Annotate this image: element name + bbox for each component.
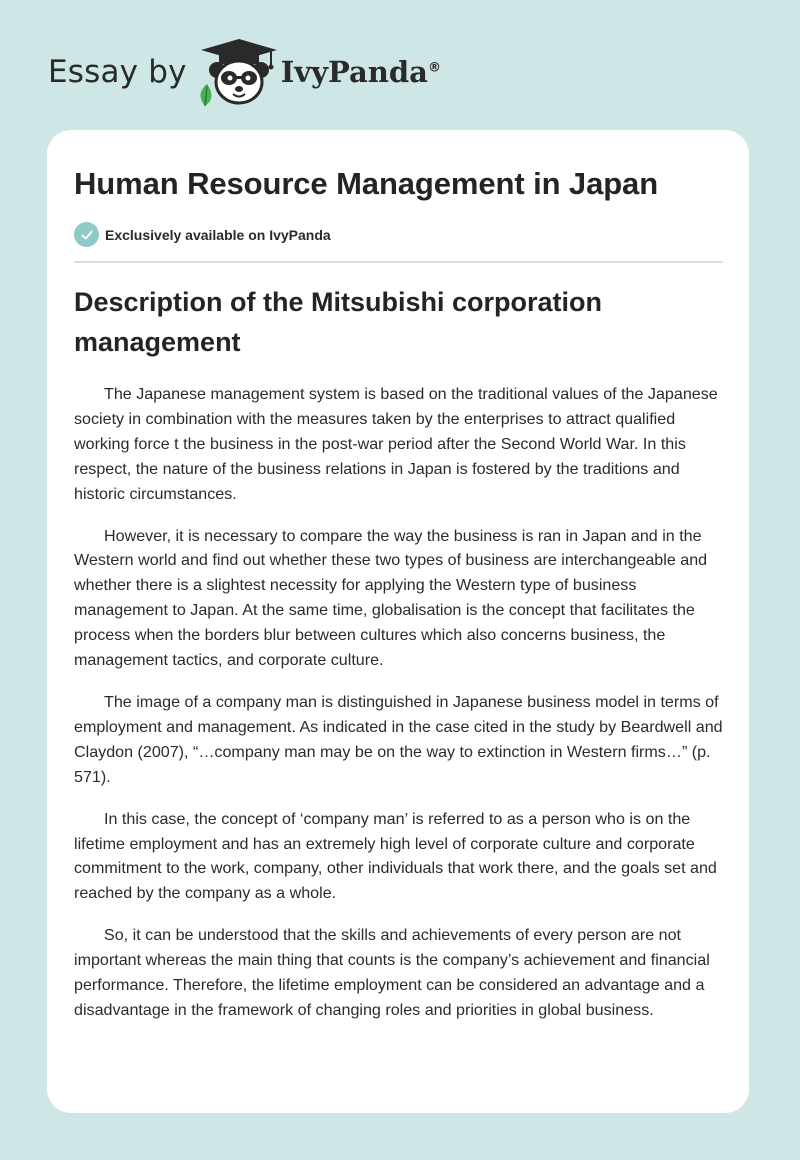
paragraph: In this case, the concept of ‘company man’ is referred to as a person who is on the lifetime employment and has an extremely high level of corporate culture and corporate commitment to the work, company, other individuals that work there, and the goals set and reached by the company as a whole. xyxy=(74,809,717,903)
panda-graduate-icon[interactable] xyxy=(191,36,287,108)
article-card xyxy=(47,130,749,1113)
paragraph: So, it can be understood that the skills and achievements of every person are not important whereas the main thing that counts is the company’s achievement and financial performance. Therefore, the lifetime employment can be considered an advantage and a disadvantage in the framework of changing roles and priorities in global business. xyxy=(74,926,710,1019)
paragraph: The image of a company man is distinguished in Japanese business model in terms of employment and management. As indicated in the case cited in the study by Beardwell and Claydon (2007), “…company man may be on the way to extinction in Western firms…” (p. 571). xyxy=(74,692,723,786)
site-header xyxy=(48,36,441,108)
paragraph: However, it is necessary to compare the way the business is ran in Japan and in the Western world and find out whether these two types of business are interchangeable and whether there is a slightest necessity for applying the Western type of business management to Japan. At the same time, globalisation is the concept that facilitates the process when the borders blur between cultures which also concerns business, the management tactics, and corporate culture. xyxy=(74,526,708,670)
exclusive-badge-label: Exclusively available on IvyPanda xyxy=(105,226,331,243)
page-title: Human Resource Management in Japan xyxy=(74,166,659,201)
divider xyxy=(74,261,723,263)
check-icon xyxy=(74,222,99,247)
essay-by-label: Essay by xyxy=(48,54,187,90)
section-heading: Description of the Mitsubishi corporation management xyxy=(74,287,603,357)
paragraph: The Japanese management system is based on the traditional values of the Japanese society in combination with the measures taken by the enterprises to attract qualified working force t the business in the post-war period after the Second World War. In this respect, the nature of the business relations in Japan is fostered by the traditions and historic circumstances. xyxy=(74,385,718,503)
brand-name[interactable]: IvyPanda® xyxy=(280,55,441,89)
exclusive-badge xyxy=(74,222,723,247)
